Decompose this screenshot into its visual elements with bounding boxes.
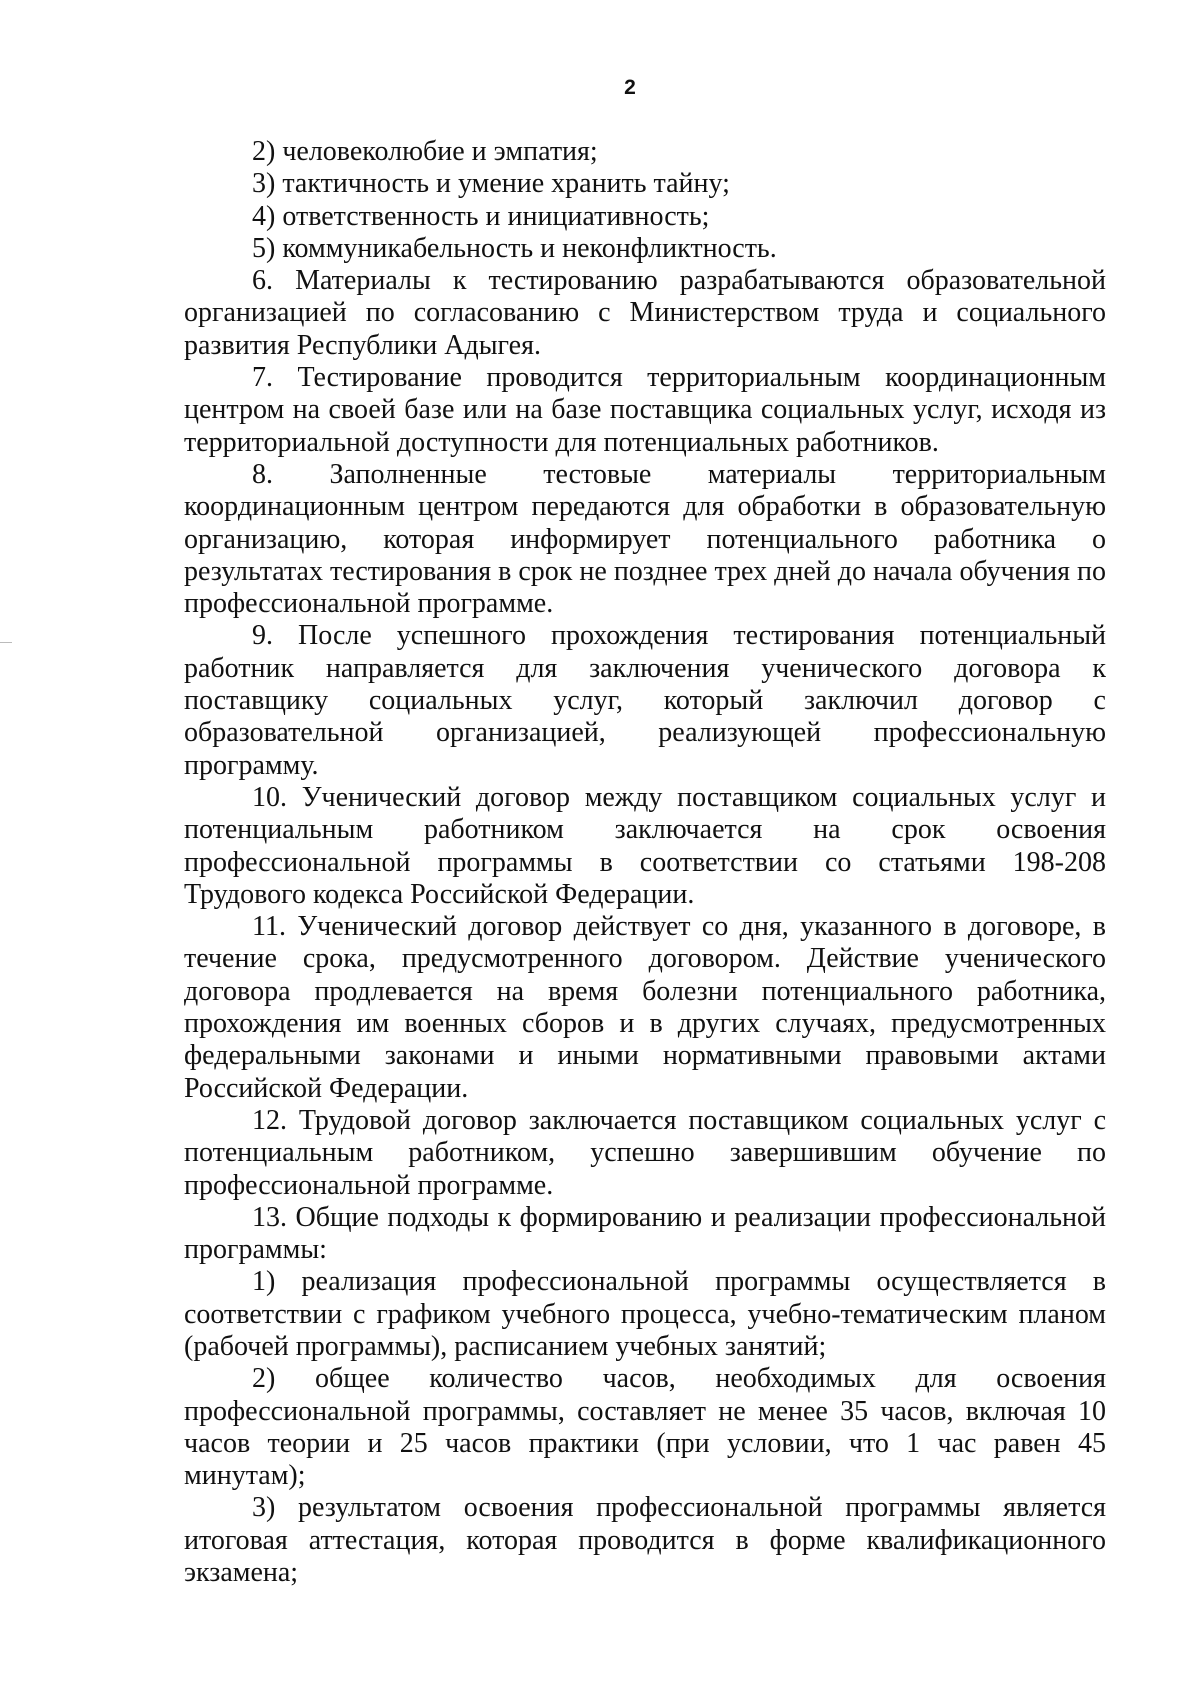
document-body (184, 136, 1106, 1589)
clause-8: 8. Заполненные тестовые материалы территориальным координационным центром передаются для обработки в образовательную организацию, которая информирует потенциального работника о результатах тестирования в срок не позднее трех дней до начала обучения по профессиональной программе. (184, 458, 1106, 620)
list-item-humanity: 2) человеколюбие и эмпатия; (252, 136, 598, 167)
clause-9: 9. После успешного прохождения тестирования потенциальный работник направляется для заключения ученического договора к поставщику социальных услуг, который заключил договор с образовательной организацией, реализующей профессиональную программу. (184, 620, 1106, 781)
clause-12: 12. Трудовой договор заключается поставщиком социальных услуг с потенциальным работником, успешно завершившим обучение по профессиональной программе. (184, 1104, 1106, 1201)
clause-6: 6. Материалы к тестированию разрабатываются образовательной организацией по согласованию с Министерством труда и социального развития Республики Адыгея. (184, 265, 1106, 361)
list-item-tact: 3) тактичность и умение хранить тайну; (252, 168, 730, 200)
clause-13-item-1: 1) реализация профессиональной программы осуществляется в соответствии с графиком учебного процесса, учебно-тематическим планом (рабочей программы), расписанием учебных занятий; (184, 1266, 1106, 1362)
scan-edge-mark (0, 642, 12, 643)
page-number: 2 (624, 76, 636, 99)
clause-13: 13. Общие подходы к формированию и реализации профессиональной программы: (184, 1201, 1106, 1266)
clause-7: 7. Тестирование проводится территориальным координационным центром на своей базе или на базе поставщика социальных услуг, исходя из территориальной доступности для потенциальных работников. (184, 362, 1106, 458)
clause-10: 10. Ученический договор между поставщиком социальных услуг и потенциальным работником заключается на срок освоения профессиональной программы в соответствии со статьями 198-208 Трудового кодекса Российской Федерации. (184, 781, 1106, 910)
clause-11: 11. Ученический договор действует со дня, указанного в договоре, в течение срока, предусмотренного договором. Действие ученического договора продлевается на время болезни потенциального работника, прохождения им военных сборов и в других случаях, предусмотренных федеральными законами и иными нормативными правовыми актами Российской Федерации. (184, 911, 1106, 1104)
clause-13-item-2: 2) общее количество часов, необходимых для освоения профессиональной программы, составляет не менее 35 часов, включая 10 часов теории и 25 часов практики (при условии, что 1 час равен 45 минутам); (184, 1363, 1106, 1492)
list-item-communication: 5) коммуникабельность и неконфликтность. (252, 232, 777, 264)
list-item-responsibility: 4) ответственность и инициативность; (252, 200, 710, 232)
clause-13-item-3: 3) результатом освоения профессиональной программы является итоговая аттестация, которая проводится в форме квалификационного экзамена; (184, 1492, 1106, 1589)
